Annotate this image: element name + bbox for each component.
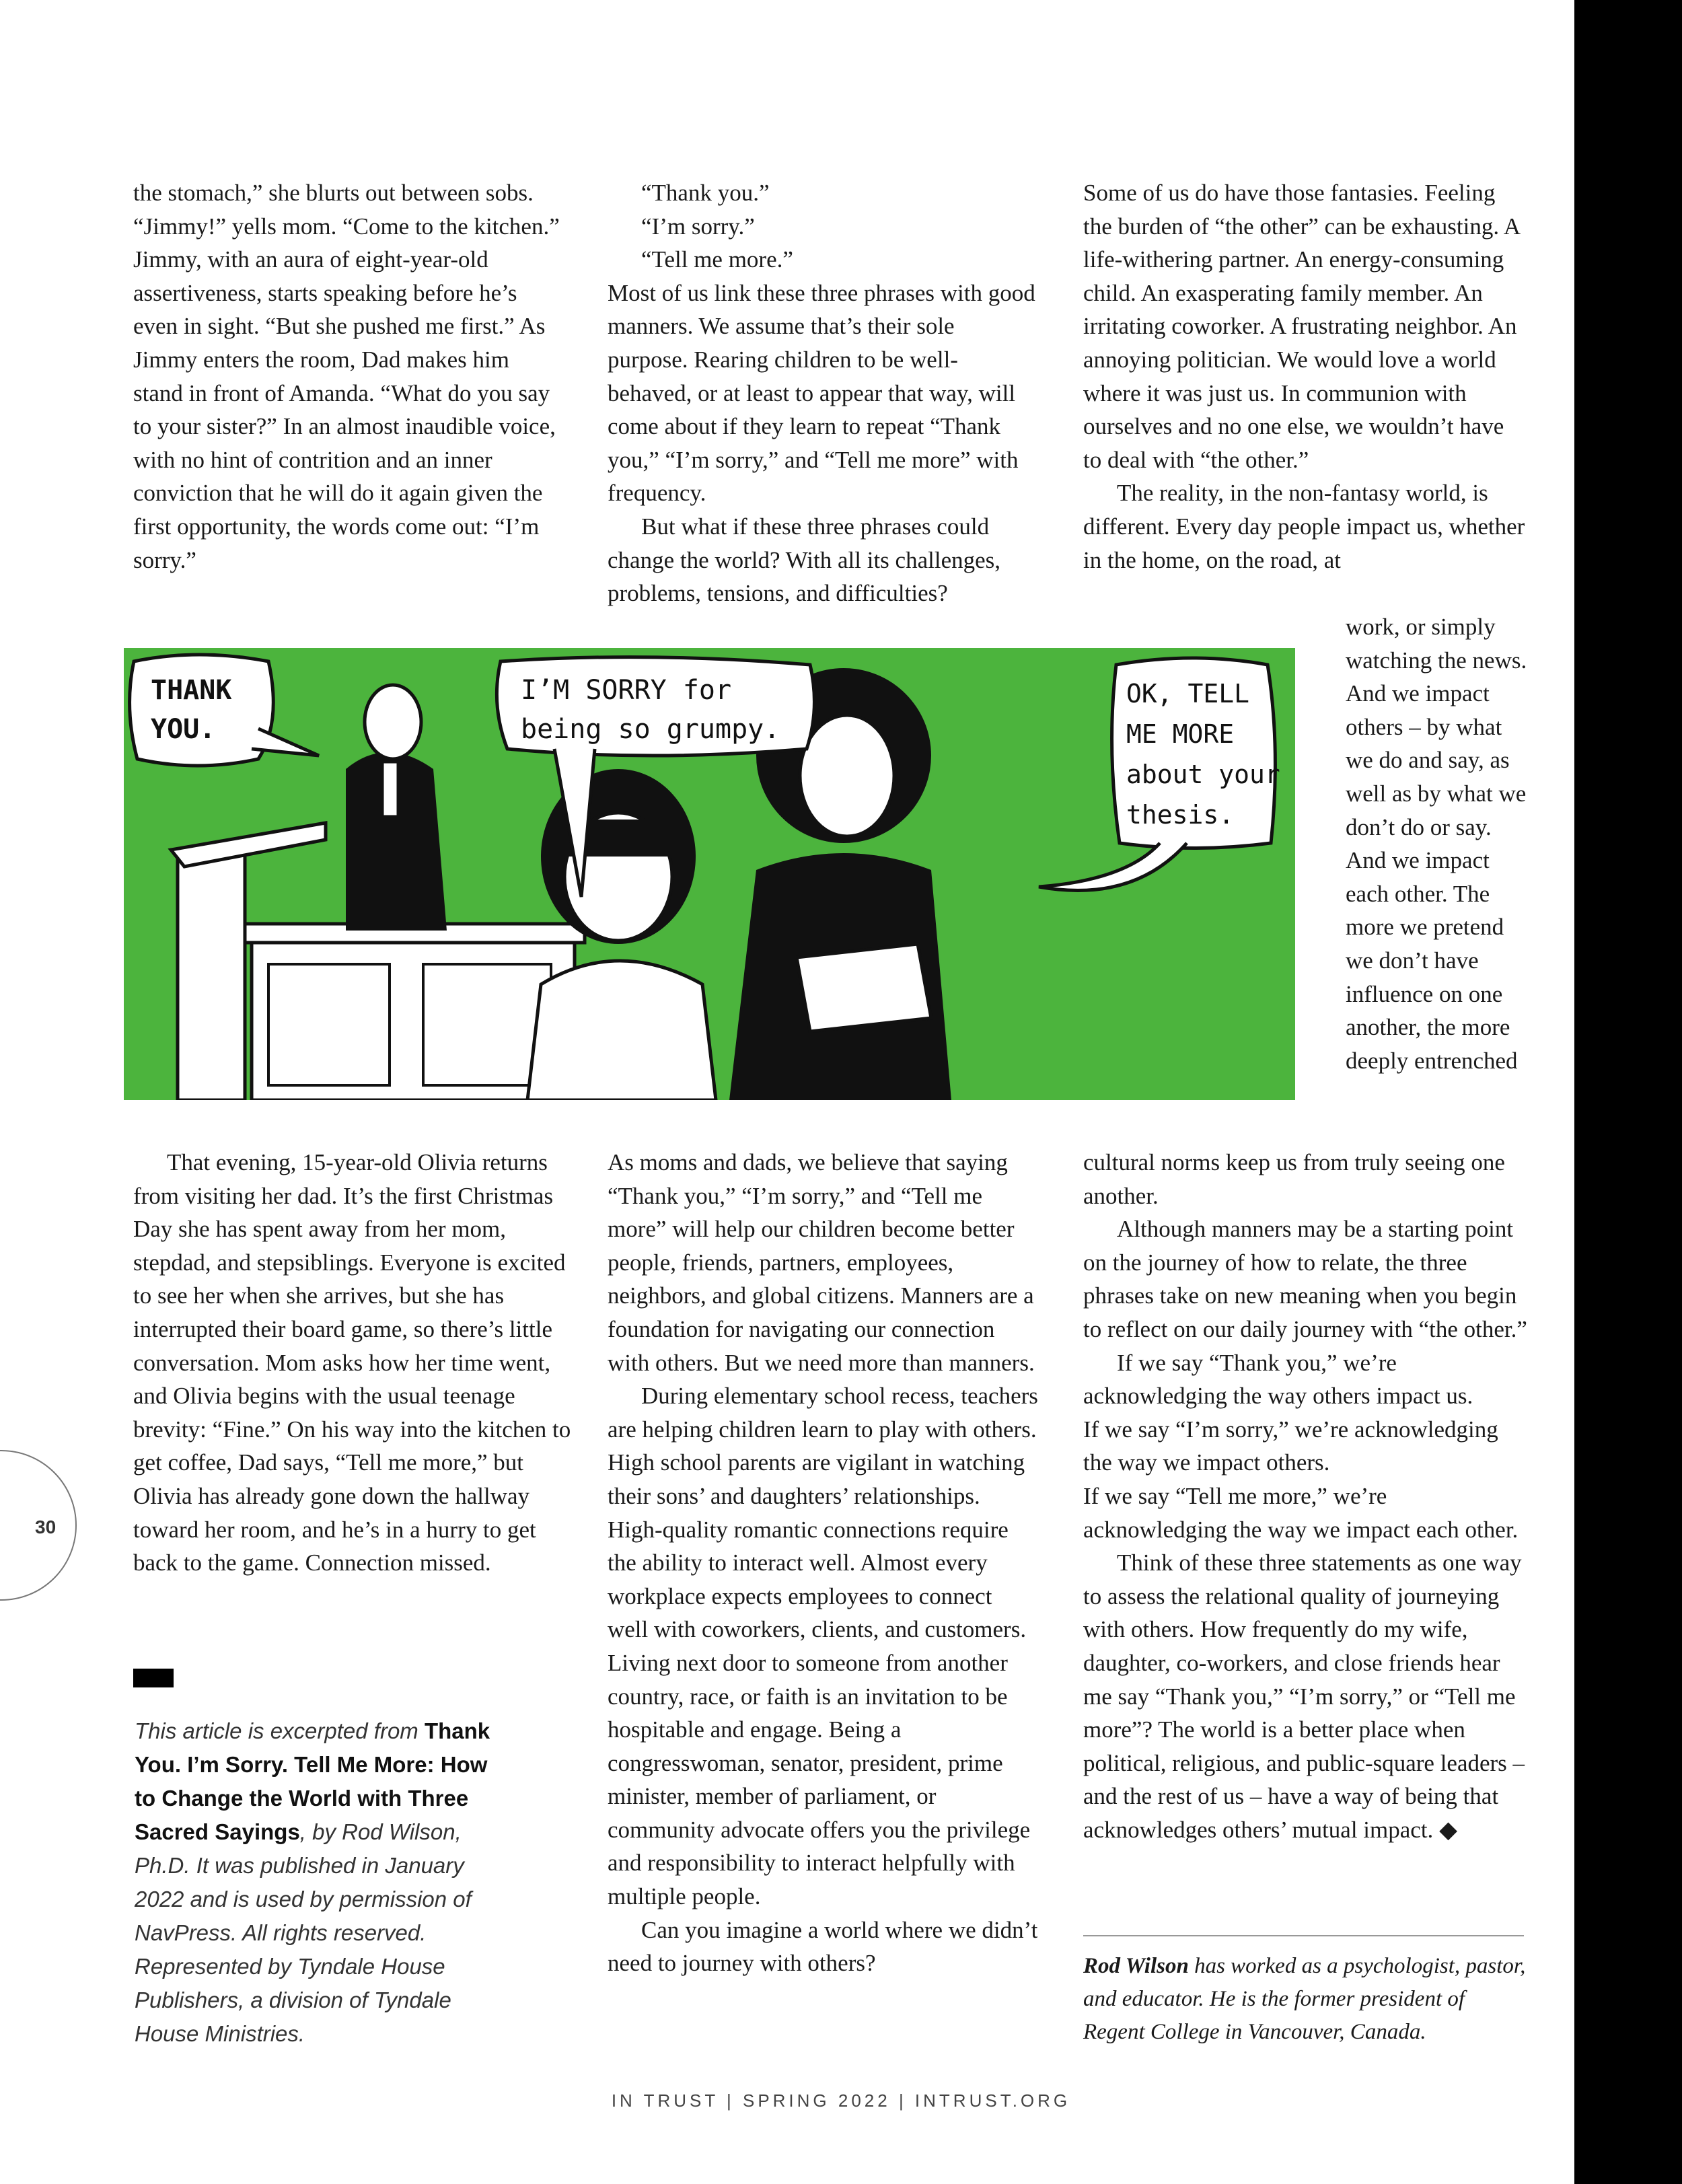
column-2-bottom bbox=[608, 1146, 1038, 1980]
paragraph: the stomach,” she blurts out between sobs. “Jimmy!” yells mom. “Come to the kitchen.” Jimmy, with an aura of eight-year-old assertiveness, starts speaking before he’s even in sight. “But she pushed me first.” As Jimmy enters the room, Dad makes him stand in front of Amanda. “What do you say to your sister?” In an almost inaudible voice, with no hint of contrition and an inner conviction that he will do it again given the first opportunity, the words come out: “I’m sorry.” bbox=[133, 180, 560, 573]
paragraph bbox=[1083, 1546, 1527, 1846]
page-number: 30 bbox=[35, 1517, 57, 1537]
quote-thank-you: “Thank you.” bbox=[641, 180, 770, 206]
excerpt-note bbox=[135, 1714, 511, 2051]
column-3-top bbox=[1083, 176, 1527, 577]
bubble-3-text: OK, TELL ME MORE about your thesis. bbox=[1126, 679, 1280, 830]
author-name: Rod Wilson bbox=[1083, 1954, 1189, 1978]
paragraph: Although manners may be a starting point on the journey of how to relate, the three phrases take on new meaning when you begin to reflect on our daily journey with “the other.” bbox=[1083, 1216, 1527, 1342]
paragraph: Some of us do have those fantasies. Feeling the burden of “the other” can be exhausting. A life-withering partner. An energy-consuming child. An exasperating family member. An irritating coworker. A frustrating neighbor. An annoying politician. We would love a world where it was just us. In communion with ourselves and no one else, we wouldn’t have to deal with “the other.” bbox=[1083, 180, 1520, 473]
paragraph: As moms and dads, we believe that saying “Thank you,” “I’m sorry,” and “Tell me more” will help our children become better people, friends, partners, employees, neighbors, and global citizens. Manners are a foundation for navigating our connection with others. But we need more than manners. bbox=[608, 1149, 1035, 1376]
lectern bbox=[178, 850, 245, 1100]
bio-divider bbox=[1083, 1935, 1524, 1936]
paragraph: But what if these three phrases could change the world? With all its challenges, problems, tensions, and difficulties? bbox=[608, 513, 1001, 607]
comic-illustration bbox=[124, 648, 1295, 1100]
bubble-2-text: I’M SORRY for being so grumpy. bbox=[521, 675, 780, 745]
section-marker bbox=[133, 1669, 174, 1687]
girl-sweater bbox=[527, 961, 716, 1100]
column-1-top bbox=[133, 176, 564, 577]
note-intro: This article is excerpted from bbox=[135, 1718, 418, 1743]
preacher-head bbox=[365, 685, 421, 759]
column-3-wrap bbox=[1346, 610, 1529, 1077]
paragraph: If we say “Thank you,” we’re acknowledging the way others impact us. bbox=[1083, 1349, 1473, 1410]
column-3-bottom bbox=[1083, 1146, 1527, 1846]
paragraph: If we say “I’m sorry,” we’re acknowledging the way we impact others. bbox=[1083, 1416, 1498, 1476]
bubble-1-text: THANK YOU. bbox=[151, 675, 232, 745]
author-bio bbox=[1083, 1950, 1527, 2049]
column-2-top bbox=[608, 176, 1038, 610]
column-1-bottom bbox=[133, 1146, 577, 1580]
quote-im-sorry: “I’m sorry.” bbox=[641, 213, 755, 240]
paragraph: If we say “Tell me more,” we’re acknowledging the way we impact each other. bbox=[1083, 1482, 1519, 1543]
end-mark-icon: ◆ bbox=[1439, 1816, 1457, 1843]
paragraph: cultural norms keep us from truly seeing one another. bbox=[1083, 1149, 1505, 1209]
thesis-paper bbox=[797, 944, 931, 1031]
pulpit bbox=[252, 937, 575, 1100]
quote-tell-me-more: “Tell me more.” bbox=[641, 246, 793, 273]
bio-text: has worked as a psychologist, pastor, and educator. He is the former president of Regent College in Vancouver, Canada. bbox=[1083, 1954, 1526, 2044]
note-rest: , by Rod Wilson, Ph.D. It was published in January 2022 and is used by permission of NavPress. All rights reserved. Represented by Tyndale House Publishers, a division of Tyndale House Ministries. bbox=[135, 1819, 472, 2046]
paragraph: work, or simply watching the news. And we impact others – by what we do and say, as well as by what we don’t do or say. And we impact each other. The more we pretend we don’t have influence on one another, the more deeply entrenched bbox=[1346, 614, 1527, 1074]
paragraph: The reality, in the non-fantasy world, is different. Every day people impact us, whether in the home, on the road, at bbox=[1083, 480, 1525, 573]
paragraph: That evening, 15-year-old Olivia returns from visiting her dad. It’s the first Christmas Day she has spent away from her mom, stepdad, and stepsiblings. Everyone is excited to see her when she arrives, but she has interrupted their board game, so there’s little conversation. Mom asks how her time went, and Olivia begins with the usual teenage brevity: “Fine.” On his way into the kitchen to get coffee, Dad says, “Tell me more,” but Olivia has already gone down the hallway toward her room, and he’s in a hurry to get back to the game. Connection missed. bbox=[133, 1149, 571, 1576]
paragraph: Can you imagine a world where we didn’t need to journey with others? bbox=[608, 1916, 1038, 1977]
book-title: Thank You. I’m Sorry. Tell Me More: How to Change the World with Three Sacred Sayings bbox=[135, 1718, 490, 1844]
closing-text: Think of these three statements as one way to assess the relational quality of journeying with others. How frequently do my wife, daughter, co-workers, and close friends hear me say “Thank you,” “I’m sorry,” or “Tell me more”? The world is a better place when political, religious, and public-square leaders – and the rest of us – have a way of being that acknowledges others’ mutual impact. bbox=[1083, 1550, 1525, 1843]
paragraph: During elementary school recess, teachers are helping children learn to play with others. High school parents are vigilant in watching their sons’ and daughters’ relationships. High-quality romantic connections require the ability to interact well. Almost every workplace expects employees to connect well with coworkers, clients, and customers. Living next door to someone from another country, race, or faith is an invitation to be hospitable and engage. Being a congresswoman, senator, president, prime minister, member of parliament, or community advocate offers you the privilege and responsibility to interact helpfully with multiple people. bbox=[608, 1383, 1038, 1910]
paragraph: Most of us link these three phrases with good manners. We assume that’s their sole purpose. Rearing children to be well-behaved, or at least to appear that way, will come about if they learn to repeat “Thank you,” “I’m sorry,” and “Tell me more” with frequency. bbox=[608, 279, 1035, 507]
woman-face bbox=[800, 715, 894, 836]
page-edge-bar bbox=[1574, 0, 1682, 2184]
page-footer: IN TRUST | SPRING 2022 | INTRUST.ORG bbox=[611, 2090, 1071, 2111]
